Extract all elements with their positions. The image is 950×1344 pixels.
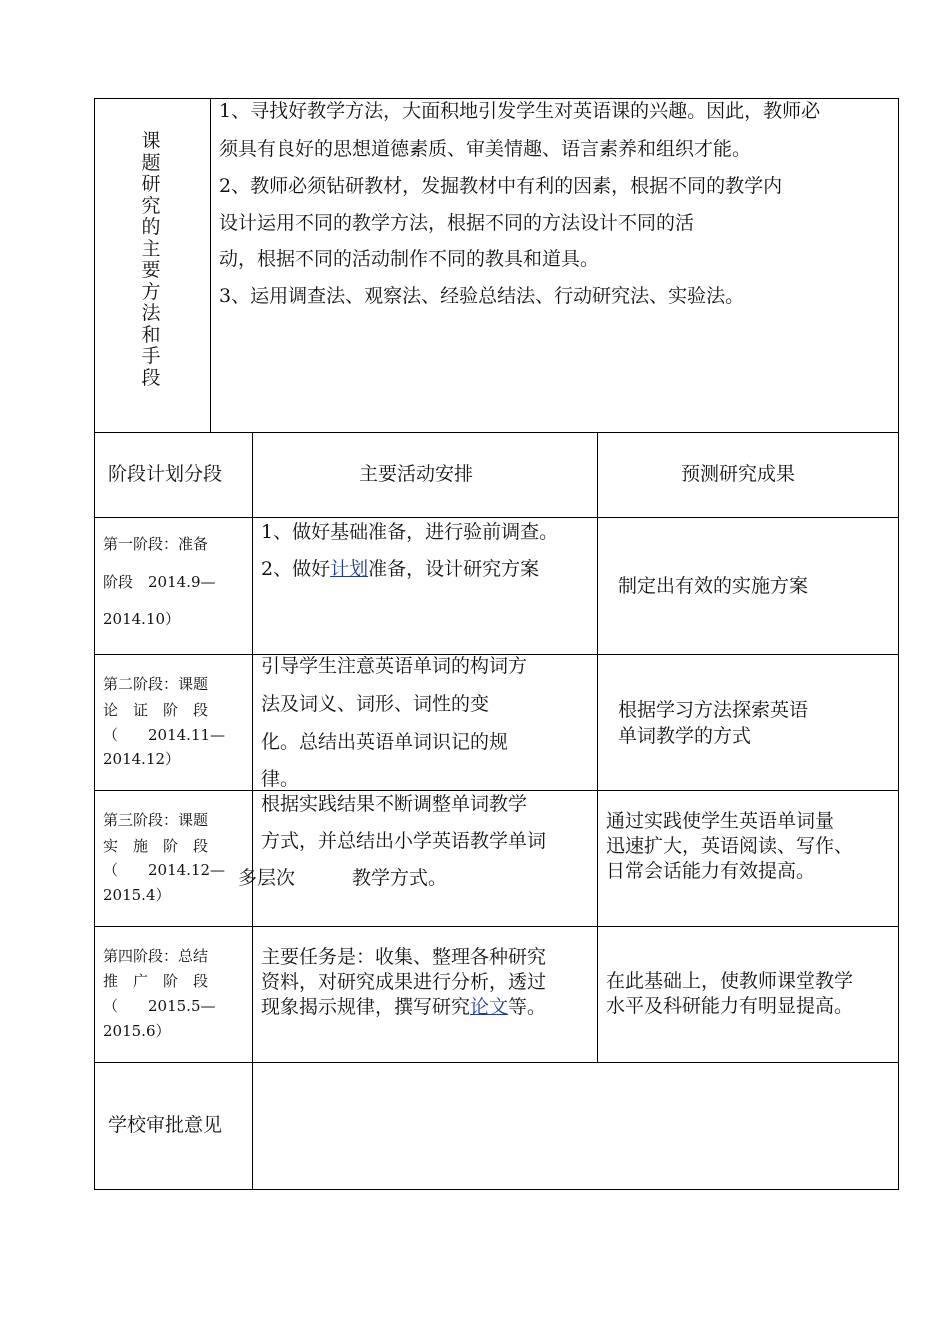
activity-3-line-1: 根据实践结果不断调整单词教学	[261, 793, 528, 815]
result-4-line-2: 水平及科研能力有明显提高。	[606, 995, 854, 1017]
activity-4-text-a: 现象揭示规律，撰写研究	[261, 996, 471, 1018]
activity-1-line-1: 1、做好基础准备，进行验前调查。	[261, 521, 559, 543]
activity-4-line-3	[261, 998, 546, 1017]
activity-2-line-3: 化。总结出英语单词识记的规	[261, 731, 509, 753]
activity-4-line-2: 资料，对研究成果进行分析，透过	[261, 971, 547, 993]
result-1-line-1: 制定出有效的实施方案	[618, 575, 809, 597]
result-3-line-3: 日常会话能力有效提高。	[606, 860, 816, 882]
stage-1-line-1: 第一阶段：准备	[103, 535, 209, 553]
activity-2-line-4: 律。	[261, 768, 300, 790]
methods-label: 课题研究的主要方法和手段	[141, 130, 161, 389]
stage-4-line-4: 2015.6）	[103, 1022, 171, 1040]
activity-1-text-b: 准备，设计研究方案	[368, 558, 540, 580]
approval-content[interactable]	[254, 1064, 897, 1188]
methods-line-4: 设计运用不同的教学方法，根据不同的方法设计不同的活	[219, 212, 695, 234]
activity-3-line-3b: 教学方式。	[352, 867, 448, 889]
stage-4-line-3: （ 2015.5—	[103, 997, 216, 1015]
table-rule	[252, 432, 253, 1190]
stage-2-line-3: （ 2014.11—	[103, 726, 226, 744]
table-border-top	[94, 98, 899, 99]
stage-3-line-2: 实 施 阶 段	[103, 837, 209, 855]
activity-2-line-2: 法及词义、词形、词性的变	[261, 693, 490, 715]
activity-4-line-1: 主要任务是：收集、整理各种研究	[261, 946, 547, 968]
stage-4-line-1: 第四阶段：总结	[103, 947, 209, 965]
activity-4-text-b: 等。	[508, 996, 547, 1018]
table-border-right	[898, 98, 899, 1190]
table-rule	[94, 517, 899, 518]
table-rule	[94, 432, 899, 433]
methods-line-5: 动，根据不同的活动制作不同的教具和道具。	[219, 248, 600, 270]
activity-1-text-a: 2、做好	[261, 558, 331, 580]
stage-3-line-3: （ 2014.12—	[103, 861, 226, 879]
stage-2-line-4: 2014.12）	[103, 750, 181, 768]
methods-line-1: 1、寻找好教学方法，大面积地引发学生对英语课的兴趣。因此，教师必	[219, 100, 821, 122]
stage-3-line-4: 2015.4）	[103, 886, 171, 904]
result-4-line-1: 在此基础上，使教师课堂教学	[606, 970, 854, 992]
activity-2-line-1: 引导学生注意英语单词的构词方	[261, 655, 528, 677]
stage-2-line-1: 第二阶段：课题	[103, 675, 209, 693]
result-3-line-2: 迅速扩大，英语阅读、写作、	[606, 835, 854, 857]
table-rule	[210, 98, 211, 432]
methods-line-3: 2、教师必须钻研教材，发掘教材中有利的因素，根据不同的教学内	[219, 175, 783, 197]
paper-link[interactable]: 论文	[470, 996, 509, 1018]
result-2-line-2: 单词教学的方式	[618, 725, 752, 747]
stage-3-line-1: 第三阶段：课题	[103, 811, 209, 829]
header-result: 预测研究成果	[681, 463, 796, 485]
table-rule	[94, 1062, 899, 1063]
plan-link[interactable]: 计划	[330, 558, 369, 580]
result-2-line-1: 根据学习方法探索英语	[618, 699, 809, 721]
approval-label: 学校审批意见	[108, 1114, 223, 1136]
table-rule	[94, 790, 899, 791]
stage-4-line-2: 推 广 阶 段	[103, 972, 209, 990]
stage-2-line-2: 论 证 阶 段	[103, 701, 209, 719]
header-stage: 阶段计划分段	[108, 463, 223, 485]
table-border-left	[94, 98, 95, 1190]
stage-1-line-3: 2014.10）	[103, 610, 181, 628]
result-3-line-1: 通过实践使学生英语单词量	[606, 810, 835, 832]
methods-line-2: 须具有良好的思想道德素质、审美情趣、语言素养和组织才能。	[219, 138, 752, 160]
activity-3-line-3a: 多层次	[238, 867, 296, 889]
table-rule	[94, 926, 899, 927]
activity-1-line-2	[261, 560, 539, 579]
activity-3-line-2: 方式，并总结出小学英语教学单词	[261, 830, 547, 852]
stage-1-line-2: 阶段 2014.9—	[103, 573, 216, 591]
header-activity: 主要活动安排	[359, 463, 474, 485]
table-border-bottom	[94, 1189, 899, 1190]
methods-line-6: 3、运用调查法、观察法、经验总结法、行动研究法、实验法。	[219, 285, 745, 307]
table-rule	[597, 432, 598, 1063]
